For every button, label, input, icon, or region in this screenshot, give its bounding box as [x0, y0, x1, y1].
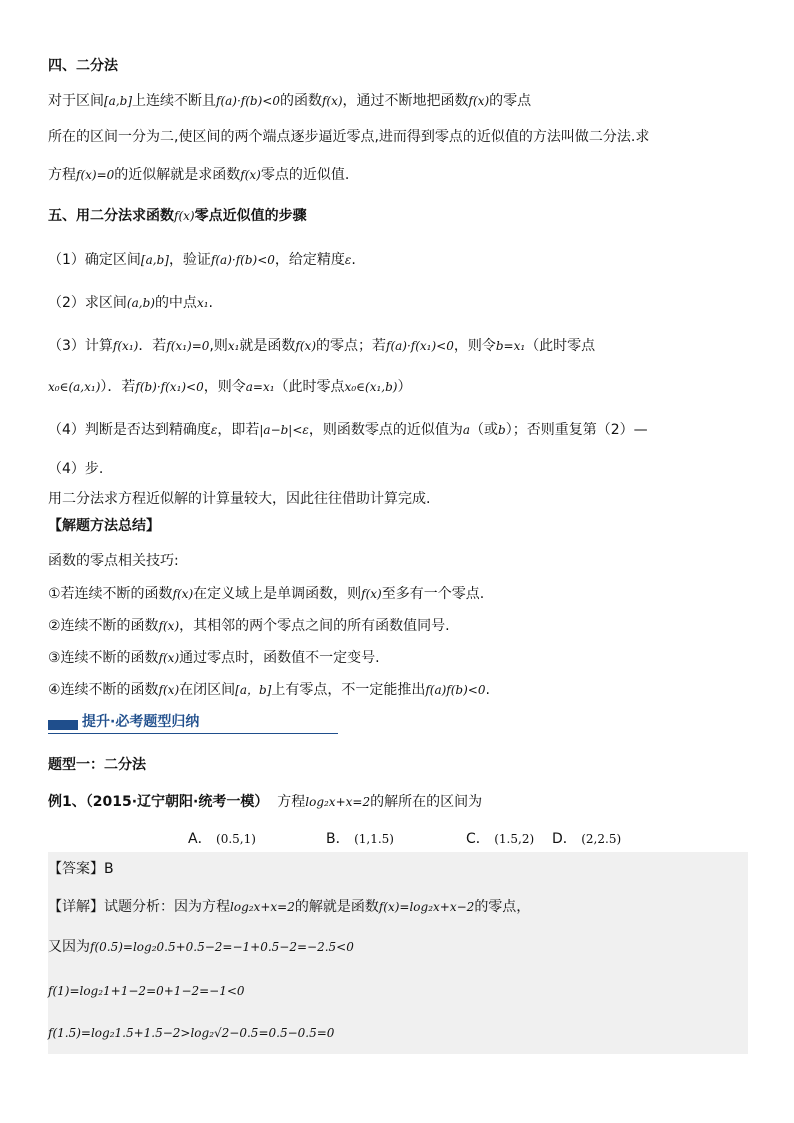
banner-underline: [48, 733, 338, 734]
example-1-question: 例1、（2015·辽宁朝阳·统考一模） 方程log₂x+x=2的解所在的区间为: [48, 794, 483, 810]
type-1-heading: 题型一：二分法: [48, 757, 146, 773]
step-2: （2）求区间(a,b)的中点x₁.: [48, 295, 213, 311]
step-4-line-1: （4）判断是否达到精确度ε，即若|a−b|<ε，则函数零点的近似值为a（或b）；否则重复第（2）—: [48, 422, 648, 438]
section-4-line-1: 对于区间[a,b]上连续不断且f(a)·f(b)<0的函数f(x)，通过不断地把函数f(x)的零点: [48, 93, 532, 109]
step-3-line-1: （3）计算f(x₁)．若f(x₁)=0,则x₁就是函数f(x)的零点；若f(a)·f(x₁)<0，则令b=x₁（此时零点: [48, 338, 596, 354]
banner-bar: [48, 720, 78, 730]
step-4-line-2: （4）步.: [48, 461, 104, 477]
summary-heading: 【解题方法总结】: [48, 518, 160, 534]
option-a[interactable]: A． (0.5,1): [188, 831, 256, 847]
summary-point-1: ①若连续不断的函数f(x)在定义域上是单调函数，则f(x)至多有一个零点.: [48, 586, 485, 602]
summary-point-4: ④连续不断的函数f(x)在闭区间[a，b]上有零点，不一定能推出f(a)f(b)<0.: [48, 682, 490, 698]
calc-line-3: f(1.5)=log₂1.5+1.5−2>log₂√2−0.5=0.5−0.5=0: [48, 1026, 335, 1040]
summary-point-2: ②连续不断的函数f(x)，其相邻的两个零点之间的所有函数值同号.: [48, 618, 450, 634]
option-d[interactable]: D． (2,2.5): [552, 831, 622, 847]
step-3-line-2: x₀∈(a,x₁)）．若f(b)·f(x₁)<0，则令a=x₁（此时零点x₀∈(x₁,b)）: [48, 379, 412, 395]
calc-line-2: f(1)=log₂1+1−2=0+1−2=−1<0: [48, 984, 245, 998]
step-1: （1）确定区间[a,b]，验证f(a)·f(b)<0，给定精度ε.: [48, 252, 356, 268]
summary-intro: 函数的零点相关技巧:: [48, 553, 179, 569]
summary-point-3: ③连续不断的函数f(x)通过零点时，函数值不一定变号.: [48, 650, 380, 666]
calc-line-1: 又因为f(0.5)=log₂0.5+0.5−2=−1+0.5−2=−2.5<0: [48, 939, 354, 955]
detail-line: 【详解】试题分析：因为方程log₂x+x=2的解就是函数f(x)=log₂x+x−2的零点，: [48, 899, 531, 915]
bisection-note: 用二分法求方程近似解的计算量较大，因此往往借助计算完成.: [48, 491, 431, 507]
section-4-line-2: 所在的区间一分为二,使区间的两个端点逐步逼近零点,进而得到零点的近似值的方法叫做二分法.求: [48, 129, 650, 145]
section-5-heading: 五、用二分法求函数f(x)零点近似值的步骤: [48, 208, 307, 224]
section-4-line-3: 方程f(x)=0的近似解就是求函数f(x)零点的近似值.: [48, 167, 350, 183]
option-c[interactable]: C． (1.5,2): [466, 831, 535, 847]
option-b[interactable]: B． (1,1.5): [326, 831, 394, 847]
section-4-heading: 四、二分法: [48, 58, 118, 74]
answer: 【答案】B: [48, 861, 114, 877]
section-banner: 提升·必考题型归纳: [82, 714, 200, 730]
